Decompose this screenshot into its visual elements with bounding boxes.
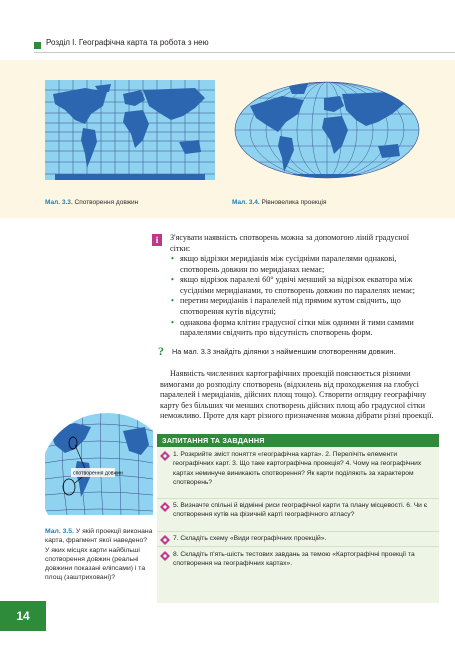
map-fragment-figure bbox=[45, 411, 153, 515]
task-text: 8. Складіть п'ять-шість тестових завдань за темою «Картографічні проекції та спотворення на географічних картах». bbox=[173, 551, 415, 568]
bullet-list bbox=[170, 254, 432, 339]
body-paragraph: Наявність численних картографічних проекцій пояснюється різними вимогами до розподілу спотворень (відхилень від проходження на глобусі паралелей і меридіанів, дійсних площ тощо). Створити оглядну географічну карту без більших чи менших спотворень дійсних площ або градусної сітки неможливо. Проте для карт різного призначення можна дібрати різні проекції. bbox=[160, 369, 434, 421]
list-item: • якщо відрізок паралелі 60° удвічі менший за відрізок екватора між сусідніми меридіанами, то спотворень довжин по паралелях немає; bbox=[170, 275, 432, 296]
list-item: • перетин меридіанів і паралелей під прямим кутом свідчить, що спотворення кутів відсутні; bbox=[170, 296, 432, 317]
task-divider bbox=[157, 498, 439, 499]
task-text: 1. Розкрийте зміст поняття «географічна карта». 2. Перелічіть елементи географічних карт. 3. Що таке картографічна проекція? 4. Чому на географічних картах неминуче виникають спотворення? Як карти поділяють за характером спотворень? bbox=[173, 451, 422, 486]
figure-3-4-number: Мал. 3.4. bbox=[232, 199, 260, 206]
page-header bbox=[0, 0, 455, 60]
figure-3-5-caption-text: У якій проекції виконана карта, фрагмент якої наведено? У яких місцях карти найбільші спотворення довжин (реальні довжини показані еліпсами) і та площ (заштриховані)? bbox=[45, 528, 153, 582]
figure-3-3-caption bbox=[45, 199, 138, 206]
figure-3-4-caption bbox=[232, 199, 326, 206]
figure-3-3-caption-text: Спотворення довжин bbox=[74, 199, 139, 206]
task-divider bbox=[157, 531, 439, 532]
page-number: 14 bbox=[0, 601, 46, 631]
info-icon: i bbox=[152, 234, 162, 246]
tasks-heading: ЗАПИТАННЯ ТА ЗАВДАННЯ bbox=[157, 434, 439, 447]
figure-3-3-number: Мал. 3.3. bbox=[45, 199, 73, 206]
figure-3-5-number: Мал. 3.5. bbox=[45, 528, 74, 535]
map-label-distortion: спотворення довжин bbox=[73, 470, 123, 477]
list-item: • якщо відрізки меридіанів між сусідніми паралелями однакові, спотворень довжин по меридіанах немає; bbox=[170, 254, 432, 275]
section-marker-icon bbox=[34, 42, 41, 49]
intro-text: З'ясувати наявність спотворень можна за допомогою ліній градусної сітки: bbox=[170, 233, 409, 253]
header-divider bbox=[34, 52, 455, 53]
task-text: 5. Визначте спільні й відмінні риси географічної карти та плану місцевості. 6. Чи є спотворення кутів на фізичній карті географічного атласу? bbox=[173, 502, 428, 519]
question-text: На мал. 3.3 знайдіть ділянки з найменшим спотворенням довжин. bbox=[172, 347, 396, 356]
mercator-world-map bbox=[45, 80, 215, 180]
task-diamond-icon bbox=[160, 551, 170, 561]
question-icon: ? bbox=[158, 344, 164, 358]
task-diamond-icon bbox=[160, 535, 170, 545]
list-item: • однакова форма клітин градусної сітки між одними й тими самими паралелями свідчить про відсутність спотворень форм. bbox=[170, 318, 432, 339]
task-text: 7. Складіть схему «Види географічних проекцій». bbox=[173, 535, 327, 542]
section-title: Розділ І. Географічна карта та робота з нею bbox=[46, 38, 209, 47]
figure-3-4-caption-text: Рівновелика проекція bbox=[261, 199, 327, 206]
tasks-box bbox=[157, 434, 439, 603]
task-diamond-icon bbox=[160, 502, 170, 512]
task-diamond-icon bbox=[160, 451, 170, 461]
equal-area-world-map bbox=[232, 80, 422, 180]
task-divider bbox=[157, 546, 439, 547]
figure-3-5-caption bbox=[45, 527, 153, 583]
